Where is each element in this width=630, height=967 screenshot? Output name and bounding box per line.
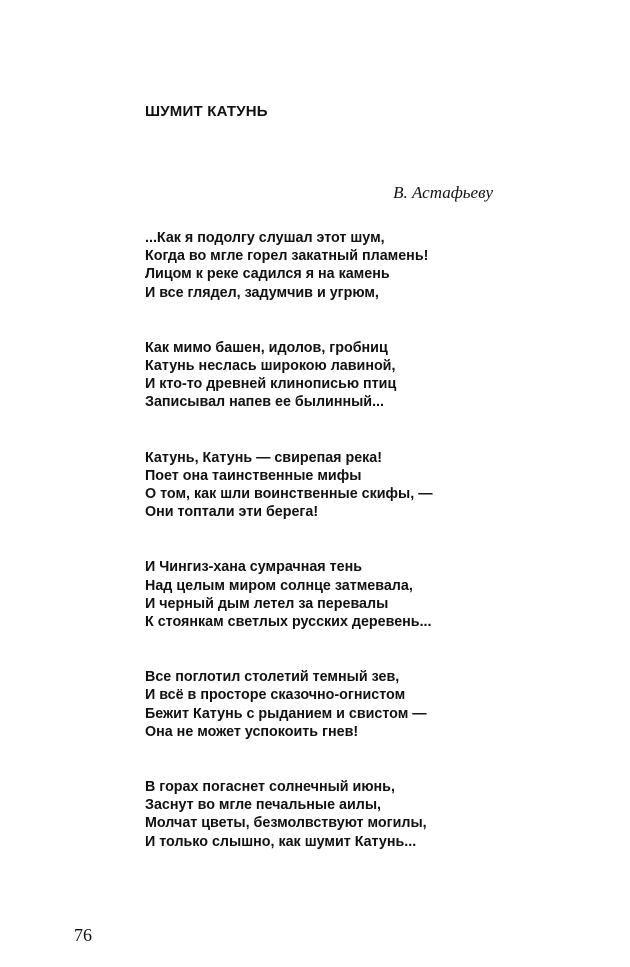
poem-line: Над целым миром солнце затмевала, [145, 577, 413, 594]
poem-title: ШУМИТ КАТУНЬ [145, 103, 268, 120]
page-number: 76 [74, 925, 92, 945]
poem-line: ...Как я подолгу слушал этот шум, [145, 230, 385, 246]
dedication: В. Астафьеву [393, 183, 493, 202]
poem-line: Молчат цветы, безмолвствуют могилы, [145, 815, 427, 832]
stanza [145, 229, 495, 302]
poem-body [145, 229, 495, 888]
poem-line: В горах погаснет солнечный июнь, [145, 779, 395, 796]
poem-line: Катунь неслась широкою лавиной, [145, 358, 396, 375]
poem-line: Она не может успокоить гнев! [145, 723, 359, 740]
poem-line: Бежит Катунь с рыданием и свистом — [145, 705, 427, 722]
poem-line: Как мимо башен, идолов, гробниц [145, 339, 388, 356]
poem-line: Поет она таинственные мифы [145, 467, 362, 484]
poem-line: Все поглотил столетий темный зев, [145, 669, 400, 686]
stanza [145, 668, 495, 741]
stanza [145, 778, 495, 851]
poem-line: Они топтали эти берега! [145, 504, 319, 521]
poem-line: И всё в просторе сказочно-огнистом [145, 687, 406, 704]
poem-line: О том, как шли воинственные скифы, — [145, 486, 433, 503]
poem-line: К стоянкам светлых русских деревень... [145, 614, 432, 631]
stanza [145, 339, 495, 412]
poem-line: Катунь, Катунь — свирепая река! [145, 449, 383, 466]
poem-line: Когда во мгле горел закатный пламень! [145, 248, 429, 265]
poem-line: И черный дым летел за перевалы [145, 595, 389, 612]
poem-line: И кто-то древней клинописью птиц [145, 376, 397, 393]
poem-line: И Чингиз-хана сумрачная тень [145, 559, 362, 576]
stanza [145, 449, 495, 522]
poem-line: Лицом к реке садился я на камень [145, 266, 390, 283]
poem-line: И все глядел, задумчив и угрюм, [145, 284, 379, 301]
poem-line: Записывал напев ее былинный... [145, 394, 385, 411]
stanza [145, 558, 495, 631]
poem-line: Заснут во мгле печальные аилы, [145, 797, 382, 814]
poem-line: И только слышно, как шумит Катунь... [145, 833, 417, 850]
